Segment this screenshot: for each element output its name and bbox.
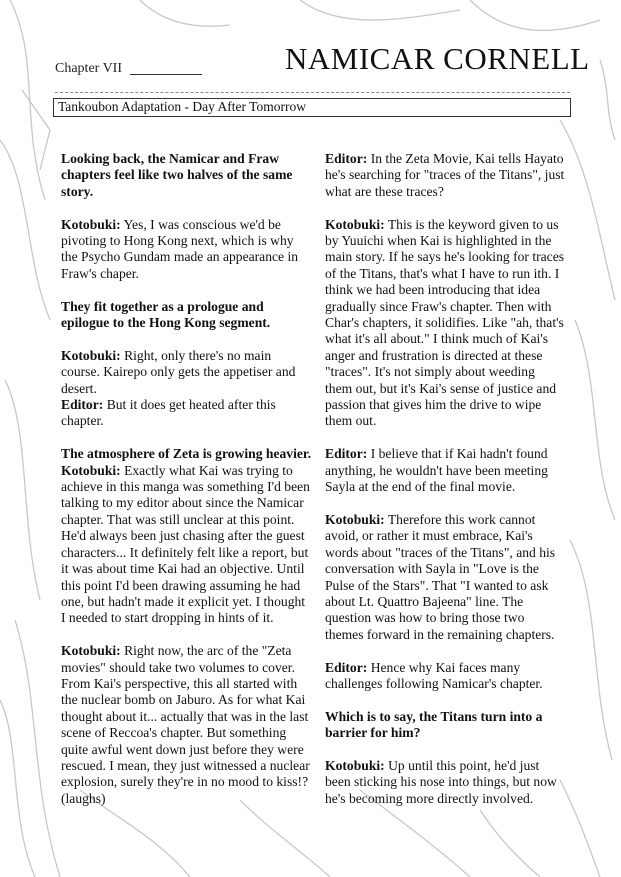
interview-answer: Kotobuki: Right, only there's no main course. Kairepo only gets the appetiser and desert. [61,347,296,396]
interview-answer: Editor: But it does get heated after this chapter. [61,397,276,429]
interview-answer: Kotobuki: Right now, the arc of the "Zeta movies" should take two volumes to cover. From Kai's perspective, this all started with the nuclear bomb on Jaburo. As for what Kai thought about it... actually that was in the last scene of Reccoa's chapter. But something quite awful went down just before they were rescued. I mean, they just witnessed a nuclear explosion, surely they're in no mood to kiss!? (laughs) [61,643,310,806]
right-column [325,151,565,824]
interview-answer: Kotobuki: This is the keyword given to us by Yuuichi when Kai is highlighted in the main story. If he says he's looking for traces of the Titans, that's what I have to run ith. I think we had been introducing that idea gradually since Fraw's chapter. Then with Char's chapters, it solidifies. Like "ah, that's what it's all about." I think much of Kai's anger and frustration is directed at these "traces". It's not simply about weeding them out, but it's Kai's sense of justice and passion that gives him the drive to wipe them out. [325,216,565,429]
interview-question: They fit together as a prologue and epilogue to the Hong Kong segment. [61,298,271,331]
interview-answer: Kotobuki: Exactly what Kai was trying to achieve in this manga was something I'd been talking to my editor about since the Namicar chapter. That was still unclear at this point. He'd always been just chasing after the guest characters... It definitely felt like a report, but it was about time Kai had an objective. Until this point I'd been drawing assuming he had one, but hadn't made it explicit yet. I thought I needed to start dropping in hints of it. [61,462,310,626]
interview-question: Looking back, the Namicar and Fraw chapters feel like two halves of the same story. [61,151,293,199]
interview-answer: Kotobuki: Yes, I was conscious we'd be pivoting to Hong Kong next, which is why the Psycho Gundam made an appearance in Fraw's chaper. [61,216,299,281]
chapter-label: Chapter VII [55,61,122,76]
left-column [61,151,312,824]
interview-question: The atmosphere of Zeta is growing heavier. [61,446,312,462]
subtitle-banner [53,98,571,117]
interview-answer: Kotobuki: Therefore this work cannot avoid, or rather it must embrace, Kai's words about "traces of the Titans", and his conversation with Sayla in "Love is the Pulse of the Stars". That "I wanted to ask about Lt. Quattro Bajeena" line. The question was how to bring those two themes forward in the remaining chapters. [325,511,556,642]
interview-answer: Editor: In the Zeta Movie, Kai tells Hayato he's searching for "traces of the Titans", just what are these traces? [325,151,565,199]
subtitle-text: Tankoubon Adaptation - Day After Tomorrow [58,99,306,114]
header-divider [55,92,570,93]
interview-answer: Editor: Hence why Kai faces many challenges following Namicar's chapter. [325,659,543,691]
interview-answer: Kotobuki: Up until this point, he'd just been sticking his nose into things, but now he's becoming more directly involved. [325,757,557,806]
interview-answer: Editor: I believe that if Kai hadn't found anything, he wouldn't have been meeting Sayla at the end of the final movie. [325,446,548,495]
chapter-underline [130,74,202,75]
interview-question: Which is to say, the Titans turn into a barrier for him? [325,708,543,741]
page-title: NAMICAR CORNELL [285,41,590,76]
